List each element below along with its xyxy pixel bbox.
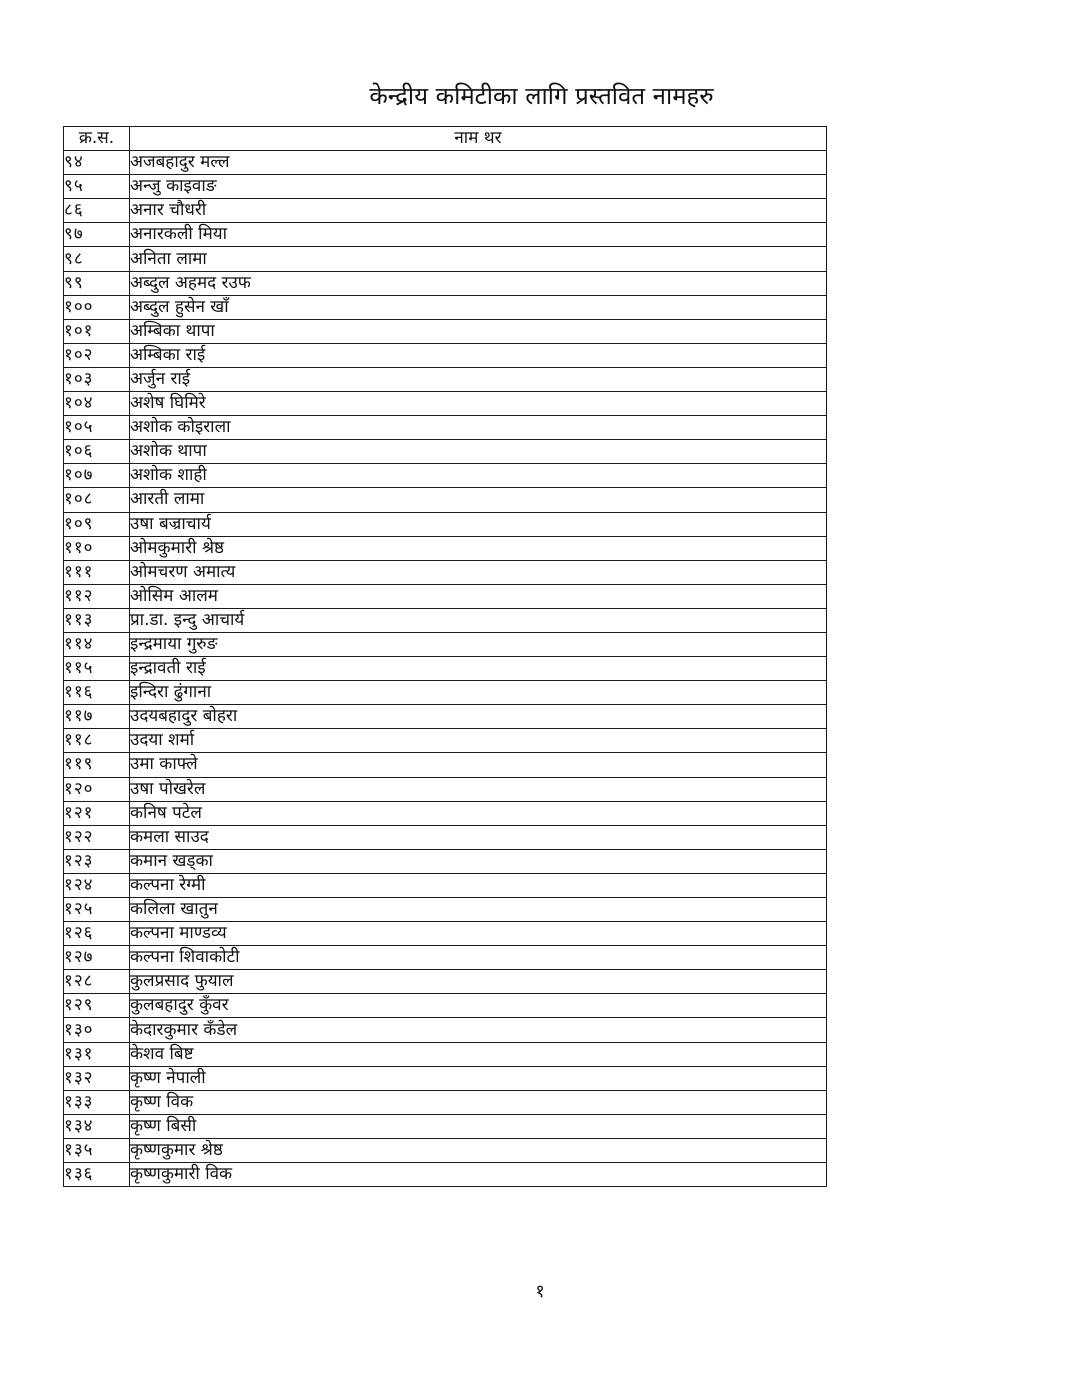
name-cell: अब्दुल हुसेन खाँ bbox=[130, 295, 827, 319]
name-cell: उषा पोखरेल bbox=[130, 777, 827, 801]
serial-number-cell: १२५ bbox=[64, 898, 130, 922]
name-cell: अशेष घिमिरे bbox=[130, 392, 827, 416]
name-cell: कृष्णकुमारी विक bbox=[130, 1163, 827, 1187]
table-row bbox=[64, 922, 827, 946]
serial-number-cell: १२४ bbox=[64, 873, 130, 897]
serial-number-cell: १०८ bbox=[64, 488, 130, 512]
name-cell: कमान खड्का bbox=[130, 849, 827, 873]
serial-number-cell: ११८ bbox=[64, 729, 130, 753]
name-cell: कुलबहादुर कुँवर bbox=[130, 994, 827, 1018]
page-number: १ bbox=[535, 1281, 545, 1302]
table-row bbox=[64, 295, 827, 319]
table-row bbox=[64, 392, 827, 416]
name-cell: उषा बज्राचार्य bbox=[130, 512, 827, 536]
table-row bbox=[64, 681, 827, 705]
serial-number-cell: १२२ bbox=[64, 825, 130, 849]
table-row bbox=[64, 801, 827, 825]
table-row bbox=[64, 367, 827, 391]
table-row bbox=[64, 199, 827, 223]
name-cell: कलिला खातुन bbox=[130, 898, 827, 922]
table-row bbox=[64, 1138, 827, 1162]
serial-number-cell: ११७ bbox=[64, 705, 130, 729]
candidate-names-table bbox=[63, 126, 827, 1187]
name-cell: उदया शर्मा bbox=[130, 729, 827, 753]
table-row bbox=[64, 560, 827, 584]
table-row bbox=[64, 946, 827, 970]
table-row bbox=[64, 825, 827, 849]
name-cell: अनिता लामा bbox=[130, 247, 827, 271]
serial-number-cell: १०५ bbox=[64, 416, 130, 440]
table-row bbox=[64, 873, 827, 897]
serial-number-cell: १०७ bbox=[64, 464, 130, 488]
serial-number-cell: ८६ bbox=[64, 199, 130, 223]
serial-number-cell: १२९ bbox=[64, 994, 130, 1018]
table-row bbox=[64, 753, 827, 777]
serial-number-cell: ११५ bbox=[64, 657, 130, 681]
name-cell: अजबहादुर मल्ल bbox=[130, 151, 827, 175]
serial-number-cell: १०१ bbox=[64, 319, 130, 343]
table-row bbox=[64, 1090, 827, 1114]
table-body bbox=[64, 151, 827, 1187]
table-row bbox=[64, 440, 827, 464]
serial-number-cell: १०० bbox=[64, 295, 130, 319]
table-row bbox=[64, 898, 827, 922]
table-row bbox=[64, 705, 827, 729]
table-row bbox=[64, 608, 827, 632]
serial-number-cell: १०४ bbox=[64, 392, 130, 416]
table-row bbox=[64, 777, 827, 801]
name-cell: केदारकुमार कँडेल bbox=[130, 1018, 827, 1042]
serial-number-cell: १२८ bbox=[64, 970, 130, 994]
serial-number-cell: १०६ bbox=[64, 440, 130, 464]
table-row bbox=[64, 464, 827, 488]
serial-number-cell: ९७ bbox=[64, 223, 130, 247]
document-title bbox=[0, 78, 1080, 114]
serial-number-cell: ११३ bbox=[64, 608, 130, 632]
serial-number-cell: १३६ bbox=[64, 1163, 130, 1187]
table-row bbox=[64, 512, 827, 536]
name-cell: अशोक शाही bbox=[130, 464, 827, 488]
name-cell: ओमकुमारी श्रेष्ठ bbox=[130, 536, 827, 560]
table-row bbox=[64, 632, 827, 656]
serial-number-cell: १३१ bbox=[64, 1042, 130, 1066]
serial-number-cell: १२० bbox=[64, 777, 130, 801]
name-cell: कनिष पटेल bbox=[130, 801, 827, 825]
name-cell: इन्द्रमाया गुरुङ bbox=[130, 632, 827, 656]
serial-number-cell: ११९ bbox=[64, 753, 130, 777]
table-row bbox=[64, 657, 827, 681]
name-cell: अनार चौधरी bbox=[130, 199, 827, 223]
name-cell: कल्पना माण्डव्य bbox=[130, 922, 827, 946]
name-cell: कमला साउद bbox=[130, 825, 827, 849]
table-row bbox=[64, 1018, 827, 1042]
serial-number-cell: १२७ bbox=[64, 946, 130, 970]
serial-number-cell: १३० bbox=[64, 1018, 130, 1042]
table-row bbox=[64, 271, 827, 295]
serial-number-cell: १२६ bbox=[64, 922, 130, 946]
document-title-text: केन्द्रीय कमिटीका लागि प्रस्तवित नामहरु bbox=[369, 82, 714, 110]
table-row bbox=[64, 1163, 827, 1187]
table-row bbox=[64, 994, 827, 1018]
table-row bbox=[64, 416, 827, 440]
header-serial-number: क्र.स. bbox=[64, 127, 130, 151]
serial-number-cell: १३४ bbox=[64, 1114, 130, 1138]
serial-number-cell: ९९ bbox=[64, 271, 130, 295]
name-cell: अशोक कोइराला bbox=[130, 416, 827, 440]
name-cell: कल्पना शिवाकोटी bbox=[130, 946, 827, 970]
table-row bbox=[64, 488, 827, 512]
name-cell: कृष्ण बिसी bbox=[130, 1114, 827, 1138]
name-cell: कृष्णकुमार श्रेष्ठ bbox=[130, 1138, 827, 1162]
serial-number-cell: ९८ bbox=[64, 247, 130, 271]
name-cell: कृष्ण विक bbox=[130, 1090, 827, 1114]
name-cell: प्रा.डा. इन्दु आचार्य bbox=[130, 608, 827, 632]
name-cell: उदयबहादुर बोहरा bbox=[130, 705, 827, 729]
table-row bbox=[64, 151, 827, 175]
table-row bbox=[64, 175, 827, 199]
serial-number-cell: १३३ bbox=[64, 1090, 130, 1114]
serial-number-cell: ९४ bbox=[64, 151, 130, 175]
serial-number-cell: १०९ bbox=[64, 512, 130, 536]
table-row bbox=[64, 319, 827, 343]
name-cell: अम्बिका राई bbox=[130, 343, 827, 367]
serial-number-cell: १२१ bbox=[64, 801, 130, 825]
serial-number-cell: ११२ bbox=[64, 584, 130, 608]
serial-number-cell: १३२ bbox=[64, 1066, 130, 1090]
table-row bbox=[64, 1042, 827, 1066]
name-cell: अन्जु काइवाङ bbox=[130, 175, 827, 199]
table-row bbox=[64, 536, 827, 560]
serial-number-cell: १३५ bbox=[64, 1138, 130, 1162]
serial-number-cell: ९५ bbox=[64, 175, 130, 199]
name-cell: अशोक थापा bbox=[130, 440, 827, 464]
table-row bbox=[64, 223, 827, 247]
serial-number-cell: १०३ bbox=[64, 367, 130, 391]
name-cell: आरती लामा bbox=[130, 488, 827, 512]
table-row bbox=[64, 849, 827, 873]
header-name: नाम थर bbox=[130, 127, 827, 151]
name-cell: अब्दुल अहमद रउफ bbox=[130, 271, 827, 295]
serial-number-cell: १११ bbox=[64, 560, 130, 584]
table-row bbox=[64, 729, 827, 753]
table-header-row bbox=[64, 127, 827, 151]
serial-number-cell: ११४ bbox=[64, 632, 130, 656]
name-cell: कल्पना रेग्मी bbox=[130, 873, 827, 897]
table-row bbox=[64, 584, 827, 608]
serial-number-cell: १२३ bbox=[64, 849, 130, 873]
serial-number-cell: १०२ bbox=[64, 343, 130, 367]
table-row bbox=[64, 247, 827, 271]
name-cell: इन्द्रावती राई bbox=[130, 657, 827, 681]
table-row bbox=[64, 1114, 827, 1138]
name-cell: केशव बिष्ट bbox=[130, 1042, 827, 1066]
name-cell: उमा काफ्ले bbox=[130, 753, 827, 777]
name-cell: ओसिम आलम bbox=[130, 584, 827, 608]
name-cell: कृष्ण नेपाली bbox=[130, 1066, 827, 1090]
table-row bbox=[64, 1066, 827, 1090]
name-cell: कुलप्रसाद फुयाल bbox=[130, 970, 827, 994]
name-cell: अनारकली मिया bbox=[130, 223, 827, 247]
name-cell: अम्बिका थापा bbox=[130, 319, 827, 343]
table-row bbox=[64, 970, 827, 994]
serial-number-cell: ११६ bbox=[64, 681, 130, 705]
serial-number-cell: ११० bbox=[64, 536, 130, 560]
table-row bbox=[64, 343, 827, 367]
name-cell: अर्जुन राई bbox=[130, 367, 827, 391]
name-cell: ओमचरण अमात्य bbox=[130, 560, 827, 584]
name-cell: इन्दिरा ढुंगाना bbox=[130, 681, 827, 705]
